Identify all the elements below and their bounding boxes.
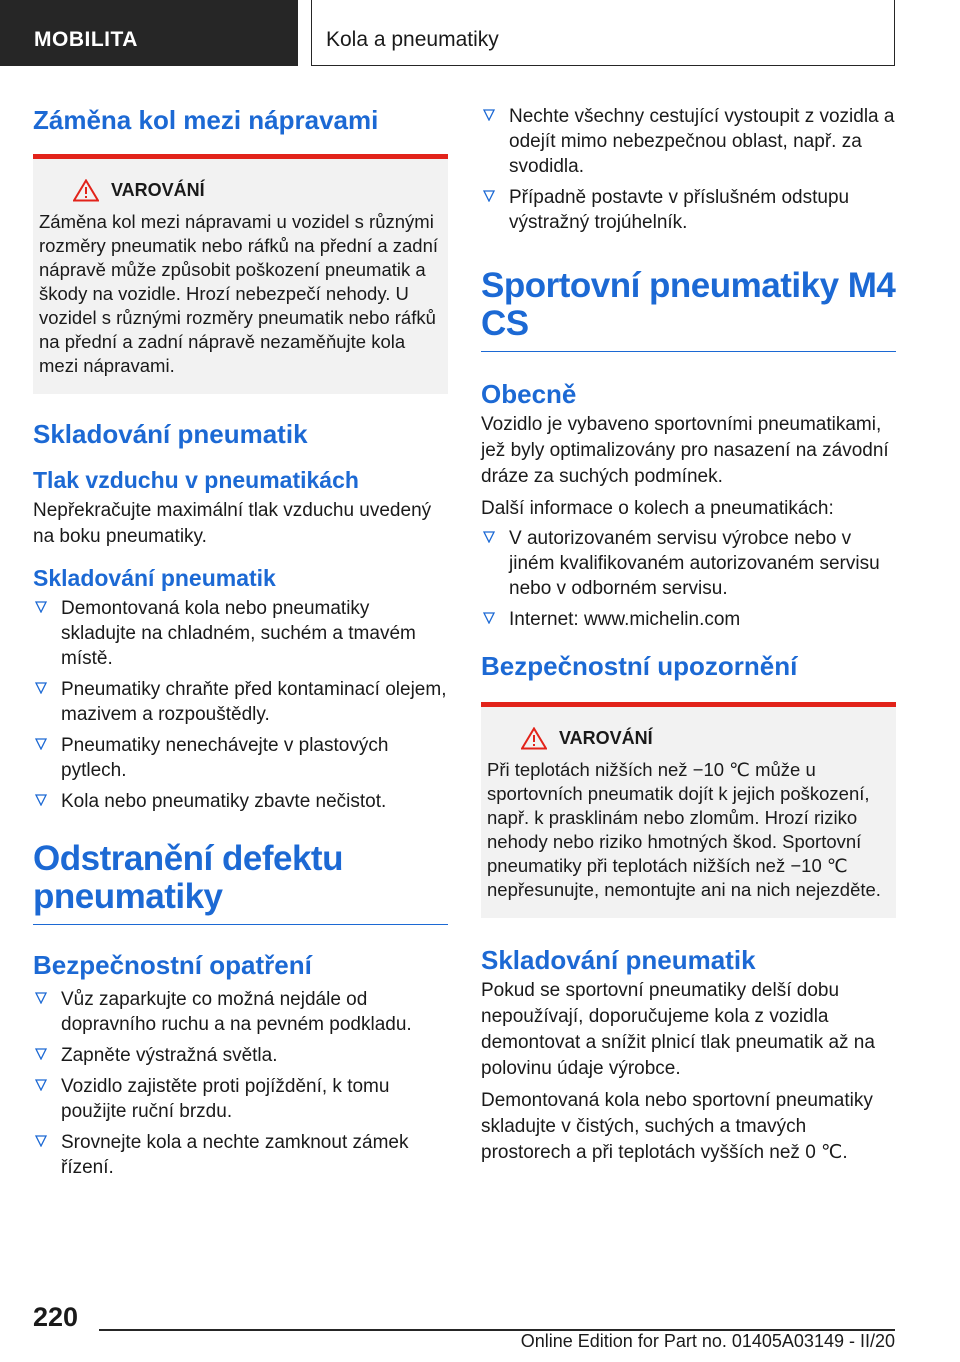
bullet-triangle-icon <box>483 612 495 624</box>
heading-axle-swap: Záměna kol mezi nápravami <box>33 105 379 135</box>
page-header <box>0 0 960 66</box>
paragraph-storage-b: Demontovaná kola nebo sportovní pneumatiky skladujte v čistých, suchých a tmavých prostorech a při teplotách vyšších než 0 ℃. <box>481 1090 873 1163</box>
heading-tire-storage-sub: Skladování pneumatik <box>33 565 276 591</box>
list-item: Vozidlo zajistěte proti pojíždění, k tomu použijte ruční brzdu. <box>33 1074 448 1124</box>
heading-defect-repair: Odstranění defektu pneumatiky <box>33 840 448 925</box>
list-item: Nechte všechny cestující vystoupit z vozidla a odejít mimo nebezpečnou oblast, např. za svodidla. <box>481 104 896 179</box>
warning-text: Při teplotách nižších než −10 ℃ může u sportovních pneumatik dojít k jejich poškození, např. k prasklinám nebo zlomům. Hrozí riziko nehody nebo riziko hmotných škod. Sportovní pneumatiky při teplotách nižších než −10 ℃ nepřesunujte, nemontujte ani na nich nejezděte. <box>487 759 881 900</box>
paragraph-storage-a: Pokud se sportovní pneumatiky delší dobu nepoužívají, doporučujeme kola z vozidla demontovat a snížit plnicí tlak pneumatik až na polovinu údaje výrobce. <box>481 980 875 1079</box>
list-item: Pneumatiky nenechávejte v plastových pytlech. <box>33 733 448 783</box>
storage-list <box>33 596 448 814</box>
paragraph-tire-pressure: Nepřekračujte maximální tlak vzduchu uvedený na boku pneumatiky. <box>33 500 432 547</box>
bullet-triangle-icon <box>35 601 47 613</box>
list-item: Pneumatiky chraňte před kontaminací olejem, mazivem a rozpouštědly. <box>33 677 448 727</box>
paragraph-more-info: Další informace o kolech a pneumatikách: <box>481 498 834 519</box>
heading-tire-storage: Skladování pneumatik <box>33 419 308 449</box>
warning-header <box>73 179 440 202</box>
warning-box-axle <box>33 154 448 394</box>
heading-tire-storage-2: Skladování pneumatik <box>481 945 756 975</box>
list-item: Internet: www.michelin.com <box>481 607 896 632</box>
list-item: V autorizovaném servisu výrobce nebo v jiném kvalifikovaném autorizovaném servisu nebo v odborném servisu. <box>481 526 896 601</box>
heading-sport-tires: Sportovní pneumatiky M4 CS <box>481 267 896 352</box>
warning-triangle-icon <box>521 727 547 750</box>
bullet-triangle-icon <box>483 109 495 121</box>
list-item: Srovnejte kola a nechte zamknout zámek řízení. <box>33 1130 448 1180</box>
bullet-triangle-icon <box>35 682 47 694</box>
heading-safety-measures: Bezpečnostní opatření <box>33 950 312 980</box>
more-info-list <box>481 526 896 632</box>
warning-box-cold <box>481 702 896 918</box>
heading-general: Obecně <box>481 379 577 409</box>
bullet-triangle-icon <box>483 531 495 543</box>
list-item: Demontovaná kola nebo pneumatiky skladujte na chladném, suchém a tmavém místě. <box>33 596 448 671</box>
left-column <box>33 96 448 1186</box>
bullet-triangle-icon <box>35 1048 47 1060</box>
page-number: 220 <box>33 1302 79 1332</box>
heading-safety-note: Bezpečnostní upozornění <box>481 651 798 681</box>
bullet-triangle-icon <box>483 190 495 202</box>
list-item: Vůz zaparkujte co možná nejdále od dopravního ruchu a na pevném podkladu. <box>33 987 448 1037</box>
paragraph-general: Vozidlo je vybaveno sportovními pneumatikami, jež byly optimalizovány pro nasazení na závodní dráze za suchých podmínek. <box>481 414 889 487</box>
section-tab: MOBILITA <box>0 0 298 66</box>
continued-list <box>481 104 896 235</box>
list-item: Zapněte výstražná světla. <box>33 1043 448 1068</box>
chapter-title: Kola a pneumatiky <box>311 0 895 66</box>
warning-header <box>521 727 888 750</box>
bullet-triangle-icon <box>35 1135 47 1147</box>
bullet-triangle-icon <box>35 1079 47 1091</box>
warning-label: VAROVÁNÍ <box>559 728 653 748</box>
heading-tire-pressure: Tlak vzduchu v pneumatikách <box>33 467 359 493</box>
safety-list <box>33 987 448 1180</box>
bullet-triangle-icon <box>35 794 47 806</box>
warning-triangle-icon <box>73 179 99 202</box>
warning-text: Záměna kol mezi nápravami u vozidel s různými rozměry pneumatik nebo ráfků na přední a zadní nápravě může způsobit poškození pneumatik a škody na vozidle. Hrozí nebezpečí nehody. U vozidel s různými rozměry pneumatik nebo ráfků na přední a zadní nápravě nezaměňujte kola mezi nápravami. <box>39 211 439 376</box>
right-column <box>481 104 896 1166</box>
list-item: Případně postavte v příslušném odstupu výstražný trojúhelník. <box>481 185 896 235</box>
warning-label: VAROVÁNÍ <box>111 180 205 200</box>
list-item: Kola nebo pneumatiky zbavte nečistot. <box>33 789 448 814</box>
footer-edition: Online Edition for Part no. 01405A03149 - II/20 <box>520 1331 895 1351</box>
bullet-triangle-icon <box>35 738 47 750</box>
bullet-triangle-icon <box>35 992 47 1004</box>
